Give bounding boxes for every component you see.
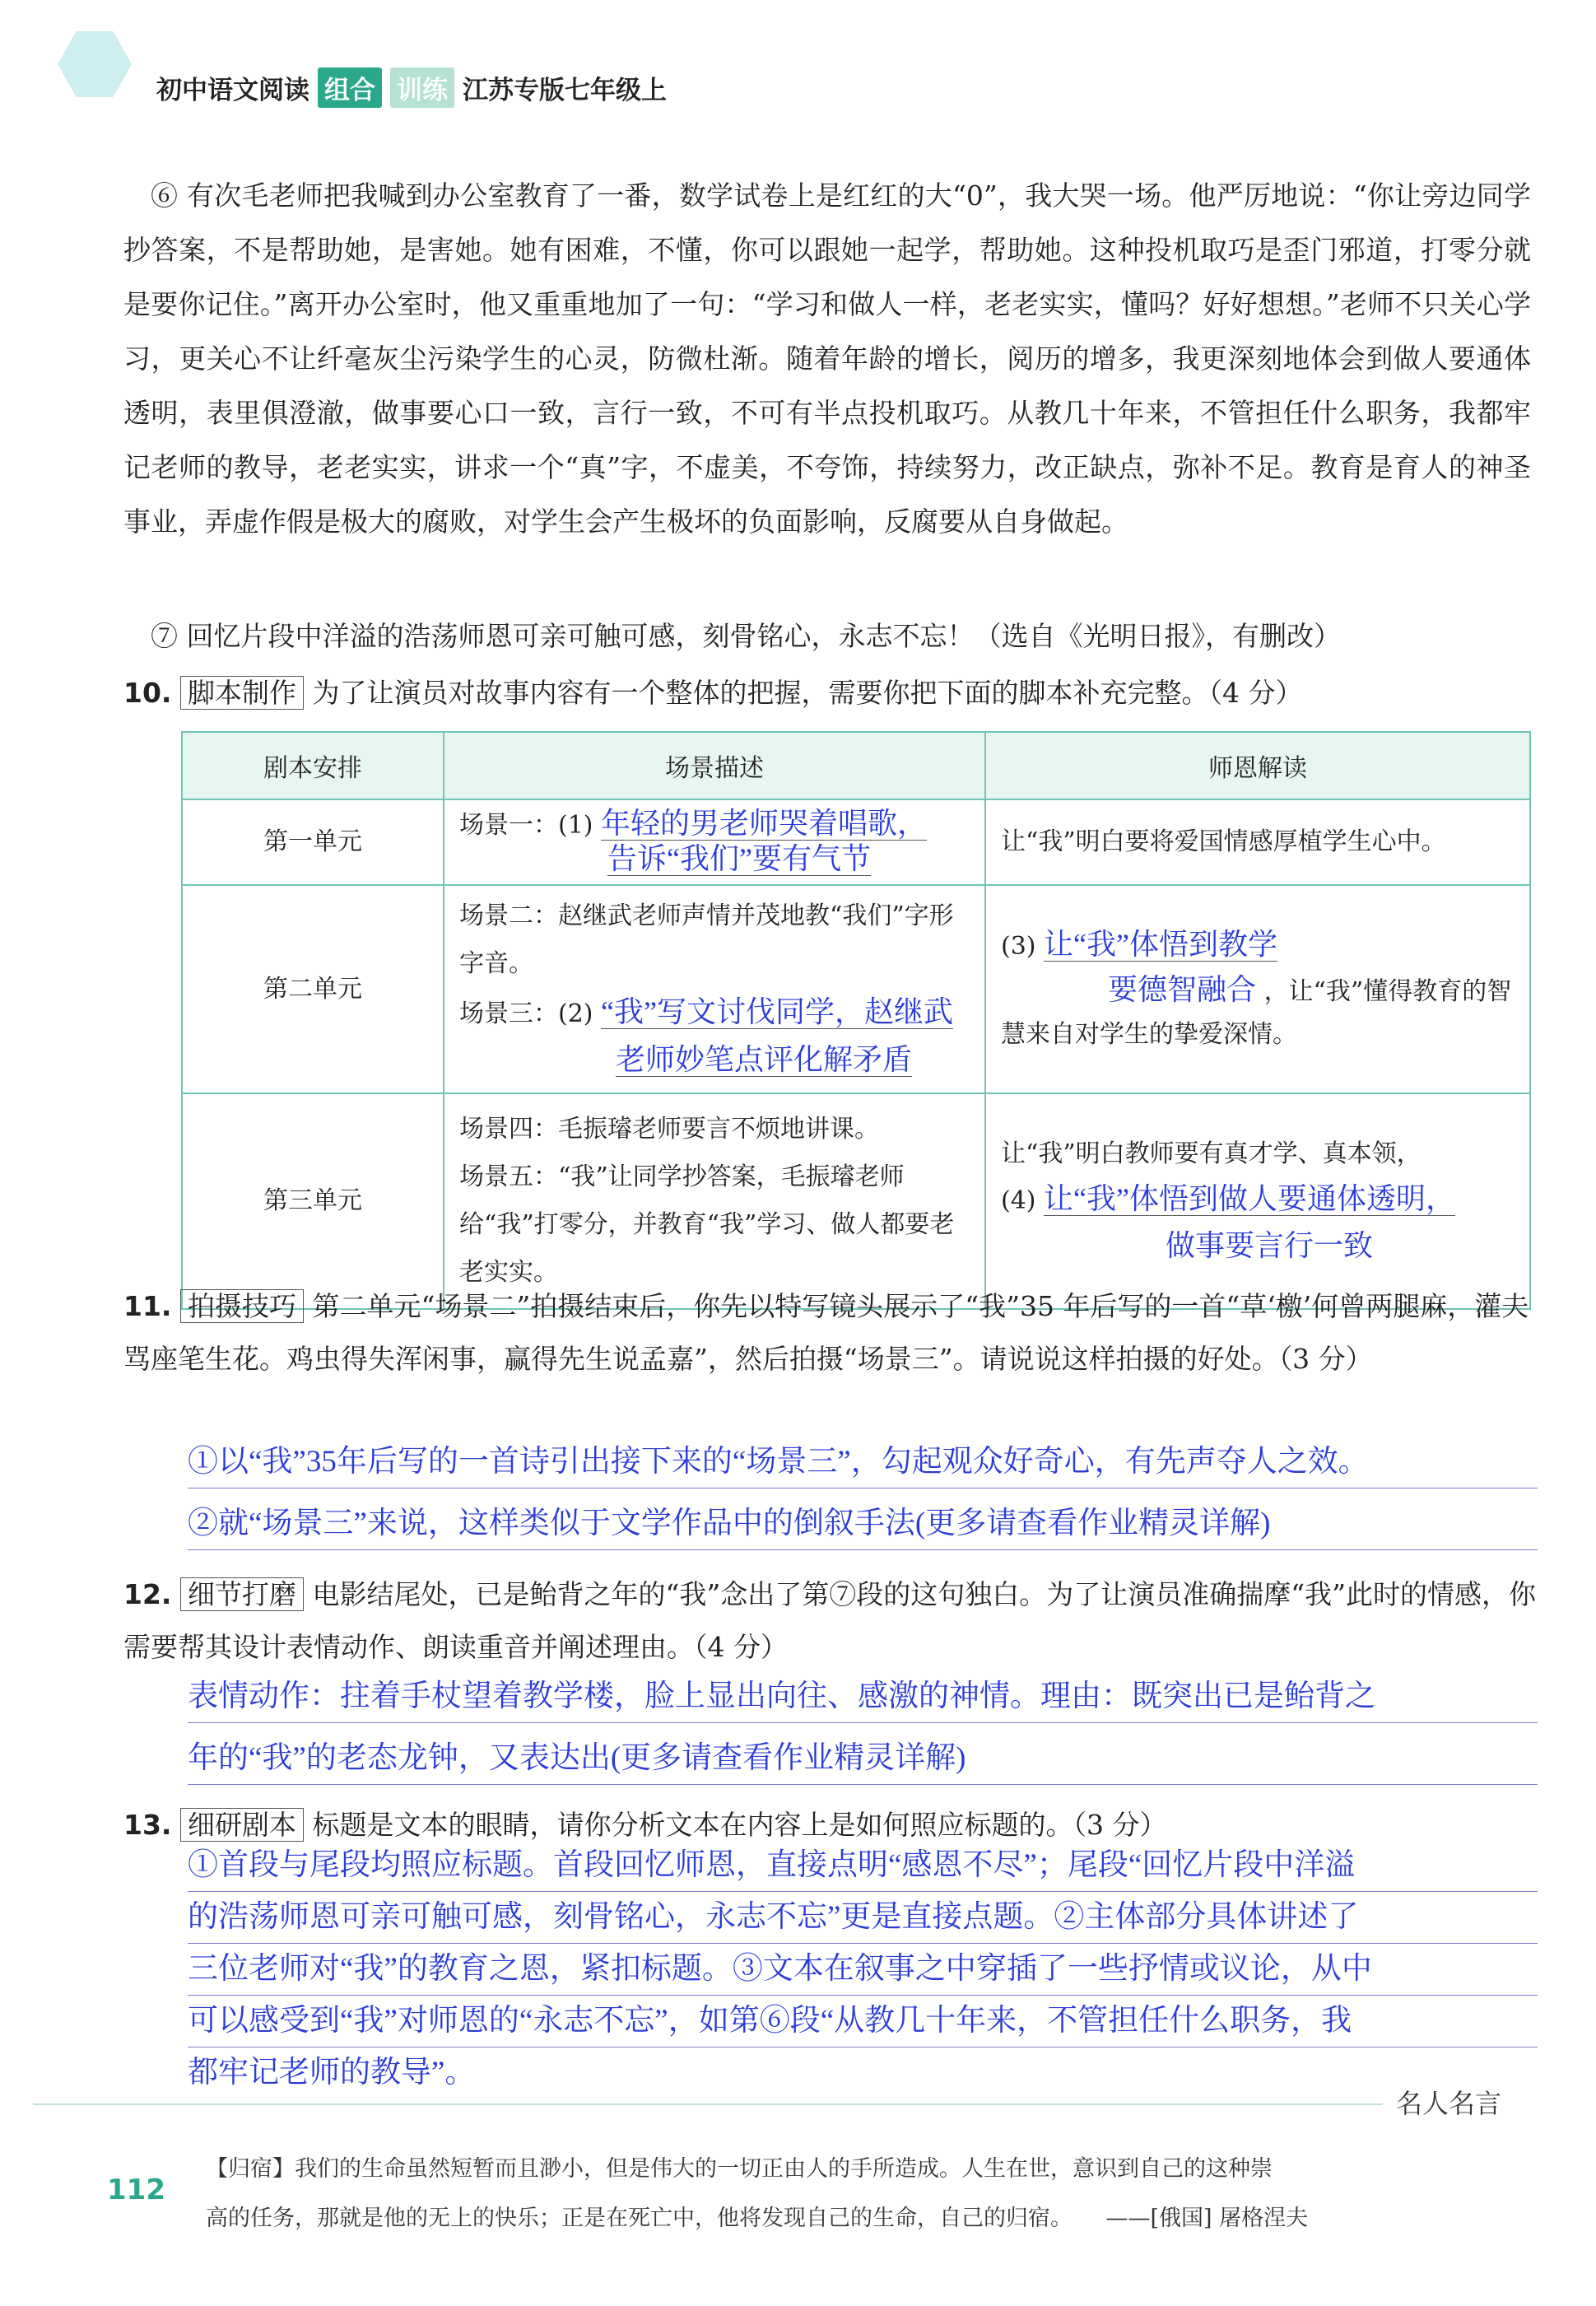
- page-header: [156, 68, 667, 108]
- interp-2: (3) 让“我”体悟到教学 要德智融合 ，让“我”懂得教育的智慧来自对学生的挚爱深情。: [985, 885, 1530, 1093]
- tag-script: 脚本制作: [180, 676, 304, 710]
- famous-quote: 【归宿】我们的生命虽然短暂而且渺小，但是伟大的一切正由人的手所造成。人生在世，意识到自己的这种崇 高的任务，那就是他的无上的快乐；正是在死亡中，他将发现自己的生命，自己的归宿。 ——[俄国] 屠格涅夫: [206, 2156, 1309, 2231]
- book-subtitle: 江苏专版七年级上: [463, 76, 667, 105]
- question-13: 13. 细研剧本 标题是文本的眼睛，请你分析文本在内容上是如何照应标题的。（3 分）: [123, 1809, 1167, 1841]
- answer-13: ①首段与尾段均照应标题。首段回忆师恩，直接点明“感恩不尽”；尾段“回忆片段中洋溢 的浩荡师恩可亲可触可感，刻骨铭心，永志不忘”更是直接点题。②主体部分具体讲述了 三位老师对“我”的教育之恩，紧扣标题。③文本在叙事之中穿插了一些抒情或议论，从中 可以感受到“我”对师恩的“永志不忘”，如第⑥段“从教几十年来，不管担任什么职务，我 都牢记老师的教导”。: [188, 1840, 1538, 2099]
- interp-1: 让“我”明白要将爱国情感厚植学生心中。: [985, 799, 1530, 885]
- footer-divider: [33, 2103, 1505, 2105]
- tag-filming: 拍摄技巧: [180, 1289, 304, 1323]
- answer-3b: 要德智融合: [1108, 972, 1257, 1006]
- header-interpretation: 师恩解读: [985, 732, 1530, 799]
- answer-4a: 让“我”体悟到做人要通体透明，: [1044, 1182, 1456, 1215]
- unit-2: 第二单元: [182, 885, 444, 1093]
- logo-hexagon: [58, 31, 132, 97]
- answer-11: ①以“我”35年后写的一首诗引出接下来的“场景三”，勾起观众好奇心，有先声夺人之效。 ②就“场景三”来说，这样类似于文学作品中的倒叙手法(更多请查看作业精灵详解): [188, 1437, 1538, 1550]
- answer-12: 表情动作：拄着手杖望着教学楼，脸上显出向往、感激的神情。理由：既突出已是鲐背之 年的“我”的老态龙钟，又表达出(更多请查看作业精灵详解): [188, 1671, 1538, 1785]
- scene-2-3: 场景二：赵继武老师声情并茂地教“我们”字形字音。 场景三：(2) “我”写文讨伐同学，赵继武 老师妙笔点评化解矛盾: [444, 885, 985, 1093]
- famous-quote-label: 名人名言: [1383, 2083, 1515, 2121]
- header-scene: 场景描述: [444, 732, 985, 799]
- tag-training: 训练: [390, 68, 454, 108]
- answer-3a: 让“我”体悟到教学: [1044, 927, 1278, 961]
- unit-3: 第三单元: [182, 1093, 444, 1309]
- tag-detail: 细节打磨: [180, 1577, 304, 1611]
- answer-2b: 老师妙笔点评化解矛盾: [616, 1043, 913, 1076]
- script-table: [181, 731, 1531, 1310]
- book-title: 初中语文阅读: [156, 76, 309, 105]
- answer-1b: 告诉“我们”要有气节: [607, 842, 871, 875]
- question-10: 10. 脚本制作 为了让演员对故事内容有一个整体的把握，需要你把下面的脚本补充完整。（4 分）: [123, 677, 1303, 709]
- scene-4-5: 场景四：毛振璿老师要言不烦地讲课。 场景五：“我”让同学抄答案，毛振璿老师给“我”打零分，并教育“我”学习、做人都要老老实实。: [444, 1093, 985, 1309]
- answer-2a: “我”写文讨伐同学，赵继武: [601, 995, 954, 1028]
- scene-1: 场景一：(1) 年轻的男老师哭着唱歌， 告诉“我们”要有气节: [444, 799, 985, 885]
- question-12: 12. 细节打磨 电影结尾处，已是鲐背之年的“我”念出了第⑦段的这句独白。为了让演员准确揣摩“我”此时的情感，你需要帮其设计表情动作、朗读重音并阐述理由。（4 分）: [123, 1578, 1536, 1663]
- tag-combo: 组合: [318, 68, 382, 108]
- answer-4b: 做事要言行一致: [1166, 1229, 1374, 1262]
- paragraph-6: ⑥ 有次毛老师把我喊到办公室教育了一番，数学试卷上是红红的大“0”，我大哭一场。他严厉地说：“你让旁边同学抄答案，不是帮助她，是害她。她有困难，不懂，你可以跟她一起学，帮助她。这种投机取巧是歪门邪道，打零分就是要你记住。”离开办公室时，他又重重地加了一句：“学习和做人一样，老老实实，懂吗？好好想想。”老师不只关心学习，更关心不让纤毫灰尘污染学生的心灵，防微杜渐。随着年龄的增长，阅历的增多，我更深刻地体会到做人要通体透明，表里俱澄澈，做事要心口一致，言行一致，不可有半点投机取巧。从教几十年来，不管担任什么职务，我都牢记老师的教导，老老实实，讲求一个“真”字，不虚美，不夸饰，持续努力，改正缺点，弥补不足。教育是育人的神圣事业，弄虚作假是极大的腐败，对学生会产生极坏的负面影响，反腐要从自身做起。: [123, 179, 1531, 538]
- page-number: 112: [107, 2173, 165, 2206]
- paragraph-7: ⑦ 回忆片段中洋溢的浩荡师恩可亲可触可感，刻骨铭心，永志不忘！（选自《光明日报》，有删改）: [151, 620, 1341, 652]
- tag-research: 细研剧本: [180, 1808, 304, 1842]
- unit-1: 第一单元: [182, 799, 444, 885]
- header-arrangement: 剧本安排: [182, 732, 444, 799]
- interp-3: 让“我”明白教师要有真才学、真本领， (4) 让“我”体悟到做人要通体透明， 做事要言行一致: [985, 1093, 1530, 1309]
- answer-1a: 年轻的男老师哭着唱歌，: [601, 807, 928, 840]
- question-11: 11. 拍摄技巧 第二单元“场景二”拍摄结束后，你先以特写镜头展示了“我”35 年后写的一首“草‘檄’何曾两腿麻，灌夫骂座笔生花。鸡虫得失浑闲事，赢得先生说孟嘉”，然后拍摄“场景三”。请说说这样拍摄的好处。（3 分）: [123, 1290, 1529, 1375]
